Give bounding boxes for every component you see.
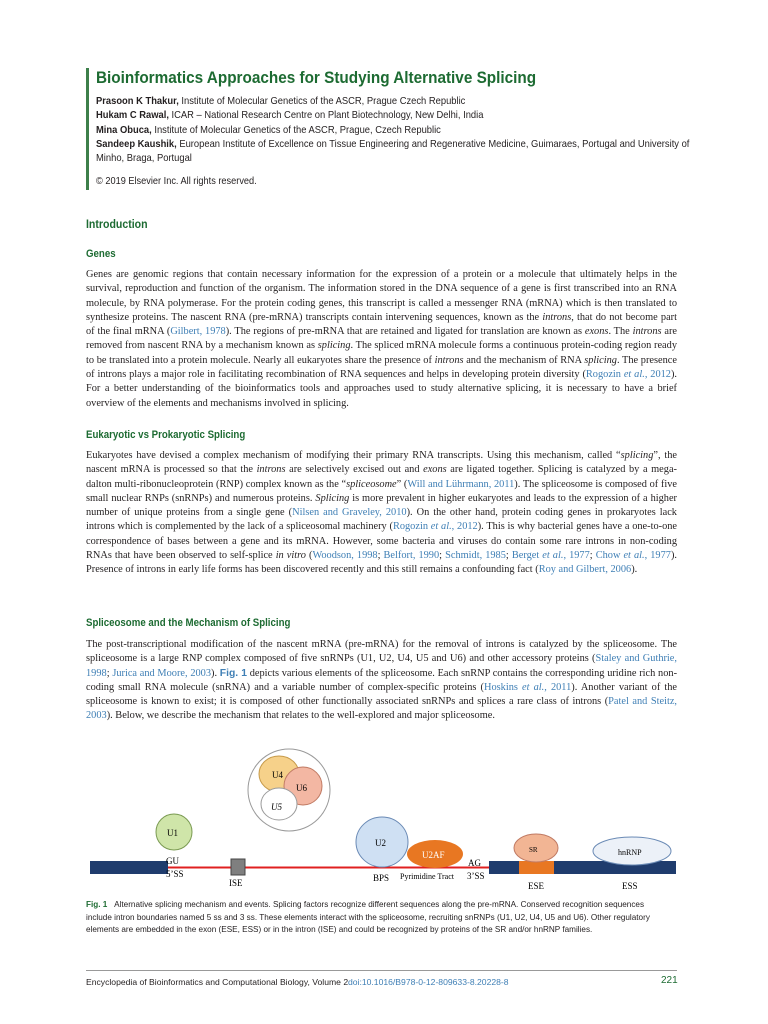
citation-link[interactable]: et al. <box>623 369 645 381</box>
text-run: ; <box>106 667 113 679</box>
text-run: are ligated together. Splicing is catalyzed by a mega-dalton multi-ribonucleoprotein (RNP) complex known as the “ <box>86 464 677 490</box>
pyrimidine-tract-label: Pyrimidine Tract <box>400 872 455 881</box>
italic-term: splicing <box>620 450 654 461</box>
italic-term: introns <box>434 354 464 366</box>
citation-link[interactable]: et al. <box>522 681 545 693</box>
copyright-icon: © <box>96 176 106 187</box>
citation-link[interactable]: Belfort, 1990 <box>383 550 440 562</box>
text-run: ). The regions of pre-mRNA that are retained and ligated for translation are known as <box>225 326 585 338</box>
ise-label: ISE <box>229 878 243 888</box>
citation-link[interactable]: , 1977 <box>563 550 590 562</box>
text-run: ”, the nascent mRNA is processed so that the <box>86 450 677 476</box>
author-name: Mina Obuca, <box>96 124 152 136</box>
text-run: ). Presence of introns in early life forms has been discovered recently and this still remains a confounding fact ( <box>86 550 677 576</box>
footer-journal: Encyclopedia of Bioinformatics and Computational Biology, Volume 2 <box>86 977 349 987</box>
caption-text: Alternative splicing mechanism and events. Splicing factors recognize different sequences along the pre-mRNA. Conserved recognition sequences include intron boundaries named 5 ss and 3 ss. These elements interact with the spliceosome, recruiting snRNPs (U1, U2, U4, U5 and U6). Other regulatory elements are embedded in the exon (ESE, ESS) or in the intron (ISE) and could be recognized by proteins of the SR and/or hnRNP families. <box>86 899 650 934</box>
citation-link[interactable]: Rogozin <box>585 369 624 381</box>
text-run: ( <box>305 550 313 562</box>
citation-link[interactable]: Rogozin <box>392 521 431 533</box>
italic-term: Splicing <box>315 492 350 504</box>
u6-label: U6 <box>296 783 307 793</box>
citation-link[interactable]: et al. <box>430 521 452 533</box>
citation-link[interactable]: Hoskins <box>484 681 523 693</box>
five-prime-ss-label: 5’SS <box>166 869 184 879</box>
section-heading-genes: Genes <box>86 248 116 260</box>
author-entry <box>96 95 703 109</box>
text-run: ; <box>439 550 446 562</box>
text-run: and the mechanism of RNA <box>463 354 585 366</box>
citation-link[interactable]: Nilsen and Graveley, 2010 <box>292 507 407 519</box>
italic-term: exons <box>423 464 447 476</box>
bps-label: BPS <box>373 873 390 883</box>
ag-label: AG <box>468 858 481 868</box>
text-run: ). <box>631 564 638 576</box>
author-name: Prasoon K Thakur, <box>96 96 179 107</box>
italic-term: introns <box>256 464 286 476</box>
copyright-text: 2019 Elsevier Inc. All rights reserved. <box>105 176 257 187</box>
header-accent-bar <box>86 68 89 190</box>
article-title: Bioinformatics Approaches for Studying Alternative Splicing <box>96 68 537 87</box>
citation-link[interactable]: Schmidt, 1985 <box>445 550 506 562</box>
u4-label: U4 <box>272 770 283 780</box>
figure-caption <box>86 898 654 936</box>
three-prime-ss-label: 3’SS <box>467 871 485 881</box>
text-run: ). On the other hand, protein coding genes in prokaryotes lack introns which is complemented by the lack of a spliceosomal machinery ( <box>86 507 677 533</box>
citation-link[interactable]: , 2012 <box>644 369 671 381</box>
citation-link[interactable]: , 2011 <box>544 681 572 693</box>
text-run: are selectively excised out and <box>285 464 424 476</box>
caption-label: Fig. 1 <box>86 899 108 909</box>
hnrnp-label: hnRNP <box>618 848 642 857</box>
text-run: Genes are genomic regions that contain necessary information for the expression of a protein or a molecule that ultimately helps in the survival, reproduction and function of the organism. The information stored in the DNA sequence of a gene is first transcribed into an RNA molecule, by RNA polymerase. For the protein coding genes, this transcript is called a messenger RNA (mRNA) which is then translated to synthesize proteins. The nascent RNA (pre-mRNA) transcripts contain intervening sequences, known as the <box>86 269 677 323</box>
text-run: The post-transcriptional modification of the nascent mRNA (pre-mRNA) for the removal of introns is catalyzed by the spliceosome. The spliceosome is a large RNP complex composed of five snRNPs (U1, U2, U4, U5 and U6) and other accessory proteins ( <box>86 639 677 665</box>
text-run: ). For a better understanding of the bioinformatics tools and approaches used to study alternative splicing, it is necessary to have a brief overview of the elements and mechanisms involved in splicing. <box>86 369 678 409</box>
author-affiliation: European Institute of Excellence on Tissue Engineering and Regenerative Medicine, Guimaraes, Portugal and University of Minho, Braga, Portugal <box>96 138 690 165</box>
italic-term: exons <box>584 326 609 338</box>
author-entry <box>96 109 703 123</box>
italic-term: splicing <box>317 340 351 352</box>
text-run: . The spliced mRNA molecule forms a continuous protein-coding region ready to be translated into a protein molecule. Nearly all eukaryotes share the presence of <box>86 340 677 366</box>
author-entry <box>96 138 703 167</box>
text-run: ). The spliceosome is composed of five small nuclear RNPs (snRNPs) and numerous proteins. <box>86 478 677 504</box>
exon-left <box>90 861 168 874</box>
citation-link[interactable]: Patel and Steitz, 2003 <box>86 696 677 722</box>
footer-rule <box>86 970 677 971</box>
citation-link[interactable]: Will and Lührmann, 2011 <box>407 478 515 490</box>
ese-label: ESE <box>528 881 545 891</box>
copyright-line <box>96 176 257 187</box>
citation-link[interactable]: Chow <box>595 550 624 562</box>
citation-link[interactable]: , 1977 <box>644 550 671 562</box>
citation-link[interactable]: Woodson, 1998 <box>312 550 378 562</box>
citation-link[interactable]: et al. <box>542 550 564 562</box>
u2af-label: U2AF <box>422 850 445 860</box>
text-run: depicts various elements of the spliceosome. Each snRNP contains the corresponding uridine rich non-coding small RNA molecule (snRNA) and a variable number of complex-specific proteins ( <box>86 667 678 693</box>
citation-link[interactable]: et al. <box>623 550 645 562</box>
text-run: ; <box>377 550 384 562</box>
text-run: ). Another variant of the spliceosome is known to exist; it is composed of other functionally associated snRNPs and splices a rare class of introns ( <box>86 681 678 708</box>
text-run: ” ( <box>396 478 408 490</box>
text-run: Eukaryotes have devised a complex mechanism of modifying their primary RNA transcripts. Using this mechanism, called “ <box>86 450 621 461</box>
u5-label: U5 <box>271 802 282 812</box>
text-run: is more prevalent in higher eukaryotes and leads to the expression of a higher number of unique proteins from a single gene ( <box>86 492 677 519</box>
u1-label: U1 <box>167 828 178 838</box>
paragraph-genes <box>86 268 677 411</box>
author-name: Sandeep Kaushik, <box>96 138 177 150</box>
splicing-figure <box>86 746 676 896</box>
author-list <box>96 95 703 166</box>
italic-term: in vitro <box>275 550 306 562</box>
u2-label: U2 <box>375 838 386 848</box>
citation-link[interactable]: Berget <box>511 550 543 562</box>
section-heading-introduction: Introduction <box>86 217 148 231</box>
author-affiliation: Institute of Molecular Genetics of the ASCR, Prague Czech Republic <box>178 96 466 107</box>
text-run: . The <box>608 326 633 338</box>
gu-label: GU <box>166 856 179 866</box>
citation-link[interactable]: Jurica and Moore, 2003 <box>112 667 212 679</box>
citation-link[interactable]: Roy and Gilbert, 2006 <box>538 564 632 576</box>
text-run: are removed from nascent RNA by a mechanism known as <box>86 326 677 352</box>
footer-doi-link[interactable]: doi:10.1016/B978-0-12-809633-8.20228-8 <box>348 977 509 987</box>
text-run: ). This is why bacterial genes have a one-to-one correspondence of bases between a gene and its mRNA. However, some bacteria and viruses do contain some rare introns in non-coding RNAs that have been observed to self-splice <box>86 521 678 562</box>
ess-label: ESS <box>622 881 638 891</box>
ese-box <box>519 861 554 874</box>
citation-link[interactable]: Staley and Guthrie, 1998 <box>86 653 677 679</box>
page-number: 221 <box>661 975 678 986</box>
text-run: , that do not become part of the final mRNA ( <box>86 311 677 338</box>
author-affiliation: Institute of Molecular Genetics of the ASCR, Prague, Czech Republic <box>151 124 441 136</box>
ise-box <box>231 859 245 875</box>
italic-term: splicing <box>584 354 617 366</box>
spliceosome-cluster <box>248 749 330 831</box>
text-run: ). <box>211 667 220 679</box>
figure-reference-link[interactable]: Fig. 1 <box>219 667 247 679</box>
italic-term: introns <box>632 326 662 338</box>
author-affiliation: ICAR – National Research Centre on Plant Biotechnology, New Delhi, India <box>168 110 484 122</box>
italic-term: spliceosome <box>346 478 397 490</box>
italic-term: introns <box>542 311 572 323</box>
paragraph-eukaryotic <box>86 449 677 578</box>
text-run: ; <box>589 550 596 562</box>
author-name: Hukam C Rawal, <box>96 110 169 122</box>
text-run: . The presence of introns plays a major role in facilitating recombination of RNA sequences and helps in developing protein diversity ( <box>86 354 677 381</box>
citation-link[interactable]: , 2012 <box>451 521 478 533</box>
section-heading-eukaryotic-vs-prokaryotic: Eukaryotic vs Prokaryotic Splicing <box>86 429 246 441</box>
paragraph-spliceosome <box>86 638 677 724</box>
sr-label: SR <box>529 846 538 854</box>
citation-link[interactable]: Gilbert, 1978 <box>170 326 226 338</box>
text-run: ; <box>505 550 512 562</box>
text-run: ). Below, we describe the mechanism that relates to the well-explored and major spliceosome. <box>106 710 495 722</box>
section-heading-spliceosome: Spliceosome and the Mechanism of Splicing <box>86 617 291 629</box>
author-entry <box>96 124 703 138</box>
